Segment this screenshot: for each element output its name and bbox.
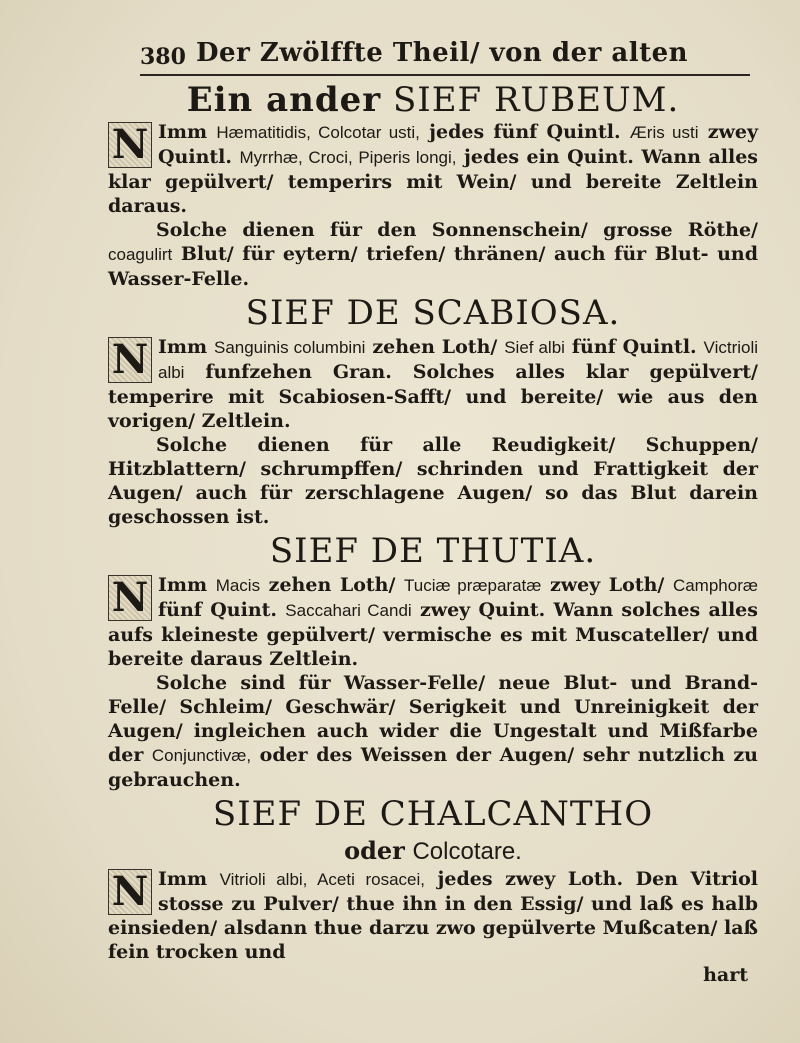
page-content [108,80,758,986]
usage-paragraph [108,218,758,291]
section-subheading [108,836,758,867]
page-header [140,38,740,72]
text-run: Imm [158,868,208,890]
text-run: zehen Loth/ [268,574,396,596]
text-run: zwey Loth/ [549,574,665,596]
text-run: jedes zwey Loth. Den Vitriol stosse zu Pulver/ thue ihn in den Essig/ und laß es halb einsieden/ alsdann thue darzu zwo gepülverte Mußcaten/ laß fein trocken und [108,868,758,963]
latin-text: Myrrhæ, Croci, Piperis longi, [239,148,457,167]
heading-fraktur: Ein ander [186,80,382,120]
latin-text: Sief albi [504,338,565,357]
text-run: oder des Weissen der Augen/ sehr nutzlich zu gebrauchen. [108,744,758,791]
latin-text: Hæmatitidis, Colcotar usti, [216,123,420,142]
text-run: funfzehen Gran. Solches alles klar gepülvert/ temperire mit Scabiosen-Safft/ und bereite/ wie aus den vorigen/ Zeltlein. [108,361,758,432]
latin-text: Saccahari Candi [285,601,412,620]
latin-text: Macis [215,576,261,595]
usage-paragraph: Solche dienen für alle Reudigkeit/ Schuppen/ Hitzblattern/ schrumpffen/ schrinden und Frattigkeit der Augen/ auch für zerschlagene Augen/ so das Blut darein geschossen ist. [108,434,758,528]
text-run: Imm [158,574,208,596]
recipe-paragraph [108,335,758,433]
paragraph-block [108,335,758,433]
subheading-fraktur: oder [344,836,405,865]
heading-latin: SIEF RUBEUM. [393,80,680,120]
section-heading-sief-rubeum [108,80,758,120]
decorated-initial: N [108,575,152,621]
catchword: hart [703,964,748,986]
latin-text: Camphoræ [672,576,758,595]
text-run: Solche sind für Wasser-Felle/ neue Blut- und Brand-Felle/ Schleim/ Geschwär/ Serigkeit und Unreinigkeit der Augen/ ingleichen auch wider die Ungestalt und Mißfarbe der [108,672,758,766]
text-run: Blut/ für eytern/ triefen/ thränen/ auch für Blut- und Wasser-Felle. [108,243,758,290]
text-run: Imm [158,121,208,143]
latin-text: Vitrioli albi, Aceti rosacei, [219,870,426,889]
text-run: fünf Quintl. [571,336,697,358]
recipe-paragraph [108,573,758,671]
decorated-initial: N [108,337,152,383]
header-rule [140,74,750,76]
paragraph-block [108,573,758,671]
page-number: 380 [140,44,186,70]
section-heading-sief-de-chalcantho: SIEF DE CHALCANTHO [212,794,654,834]
latin-text: Victrioli albi [158,338,759,382]
recipe-paragraph [108,120,758,218]
usage-paragraph [108,671,758,792]
latin-text: coagulirt [108,245,173,264]
latin-text: Æris usti [629,123,699,142]
text-run: zwey Quintl. [158,121,758,168]
running-head: Der Zwölffte Theil/ von der alten [196,38,689,68]
paragraph-block [108,867,758,964]
text-run: Solche dienen für den Sonnenschein/ grosse Röthe/ [156,219,758,241]
latin-text: Sanguinis columbini [213,338,366,357]
text-run: jedes ein Quint. Wann alles klar gepülvert/ temperirs mit Wein/ und bereite Zeltlein daraus. [108,146,758,217]
section-heading-sief-de-scabiosa: SIEF DE SCABIOSA. [245,293,621,333]
latin-text: Conjunctivæ, [151,746,252,765]
recipe-paragraph [108,867,758,964]
text-run: fünf Quint. [158,599,278,621]
latin-text: Tuciæ præparatæ [403,576,542,595]
section-heading-sief-de-thutia: SIEF DE THUTIA. [269,531,597,571]
text-run: zwey Quint. Wann solches alles aufs kleineste gepülvert/ vermische es mit Muscateller/ und bereite daraus Zeltlein. [108,599,758,670]
paragraph-block [108,120,758,218]
decorated-initial: N [108,869,152,915]
decorated-initial: N [108,122,152,168]
text-run: Imm [158,336,208,358]
subheading-latin: Colcotare. [412,838,522,865]
text-run: jedes fünf Quintl. [429,121,621,143]
text-run: zehen Loth/ [372,336,498,358]
